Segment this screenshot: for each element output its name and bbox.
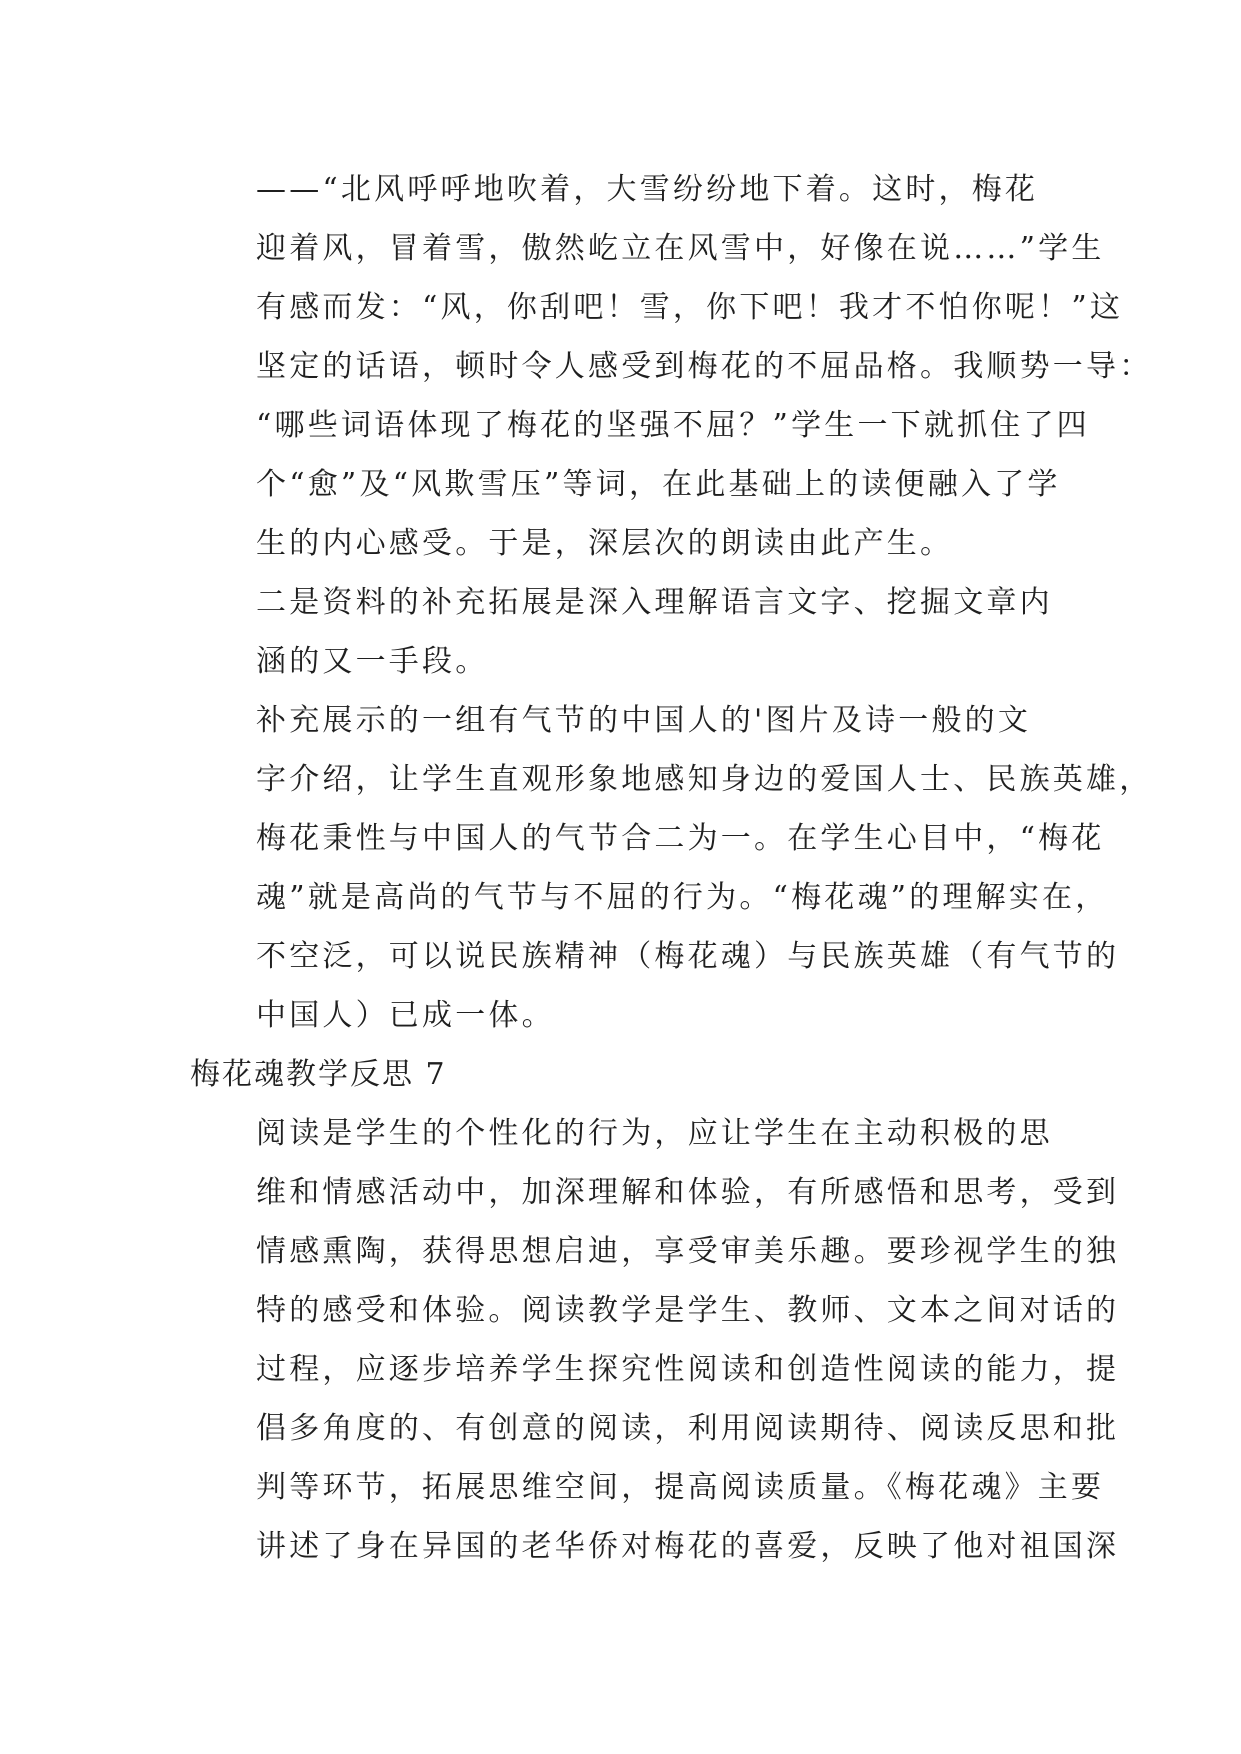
text-line: 补充展示的一组有气节的中国人的'图片及诗一般的文: [256, 703, 1032, 738]
text-line: 字介绍，让学生直观形象地感知身边的爱国人士、民族英雄，: [256, 762, 1153, 797]
text-line: 迎着风，冒着雪，傲然屹立在风雪中，好像在说……”学生: [256, 231, 1105, 266]
text-line: 坚定的话语，顿时令人感受到梅花的不屈品格。我顺势一导：: [256, 349, 1153, 384]
text-line: 梅花秉性与中国人的气节合二为一。在学生心目中，“梅花: [256, 821, 1105, 856]
paragraph-1: [190, 160, 1153, 573]
text-line: 判等环节，拓展思维空间，提高阅读质量。《梅花魂》主要: [256, 1470, 1105, 1505]
paragraph-2: [190, 573, 1053, 691]
heading-text: 梅花魂教学反思 7: [190, 1057, 447, 1092]
text-line: 情感熏陶，获得思想启迪，享受审美乐趣。要珍视学生的独: [256, 1234, 1120, 1269]
text-line: 讲述了身在异国的老华侨对梅花的喜爱，反映了他对祖国深: [256, 1529, 1120, 1564]
text-line: 过程，应逐步培养学生探究性阅读和创造性阅读的能力，提: [256, 1352, 1120, 1387]
text-line: 中国人）已成一体。: [256, 998, 555, 1033]
document-page: [190, 160, 1153, 1576]
paragraph-4: [190, 1104, 1120, 1576]
text-line: 维和情感活动中，加深理解和体验，有所感悟和思考，受到: [256, 1175, 1120, 1210]
text-line: 二是资料的补充拓展是深入理解语言文字、挖掘文章内: [256, 585, 1053, 620]
text-line: ——“北风呼呼地吹着，大雪纷纷地下着。这时，梅花: [256, 172, 1039, 207]
text-line: 涵的又一手段。: [256, 644, 489, 679]
text-line: “哪些词语体现了梅花的坚强不屈？”学生一下就抓住了四: [256, 408, 1090, 443]
text-line: 阅读是学生的个性化的行为，应让学生在主动积极的思: [256, 1116, 1053, 1151]
paragraph-3: [190, 691, 1153, 1045]
text-line: 生的内心感受。于是，深层次的朗读由此产生。: [256, 526, 954, 561]
text-line: 魂”就是高尚的气节与不屈的行为。“梅花魂”的理解实在，: [256, 880, 1109, 915]
text-line: 特的感受和体验。阅读教学是学生、教师、文本之间对话的: [256, 1293, 1120, 1328]
text-line: 不空泛，可以说民族精神（梅花魂）与民族英雄（有气节的: [256, 939, 1120, 974]
text-line: 倡多角度的、有创意的阅读，利用阅读期待、阅读反思和批: [256, 1411, 1120, 1446]
text-line: 有感而发：“风，你刮吧！雪，你下吧！我才不怕你呢！”这: [256, 290, 1124, 325]
text-line: 个“愈”及“风欺雪压”等词，在此基础上的读便融入了学: [256, 467, 1061, 502]
section-heading: [190, 1045, 1050, 1104]
